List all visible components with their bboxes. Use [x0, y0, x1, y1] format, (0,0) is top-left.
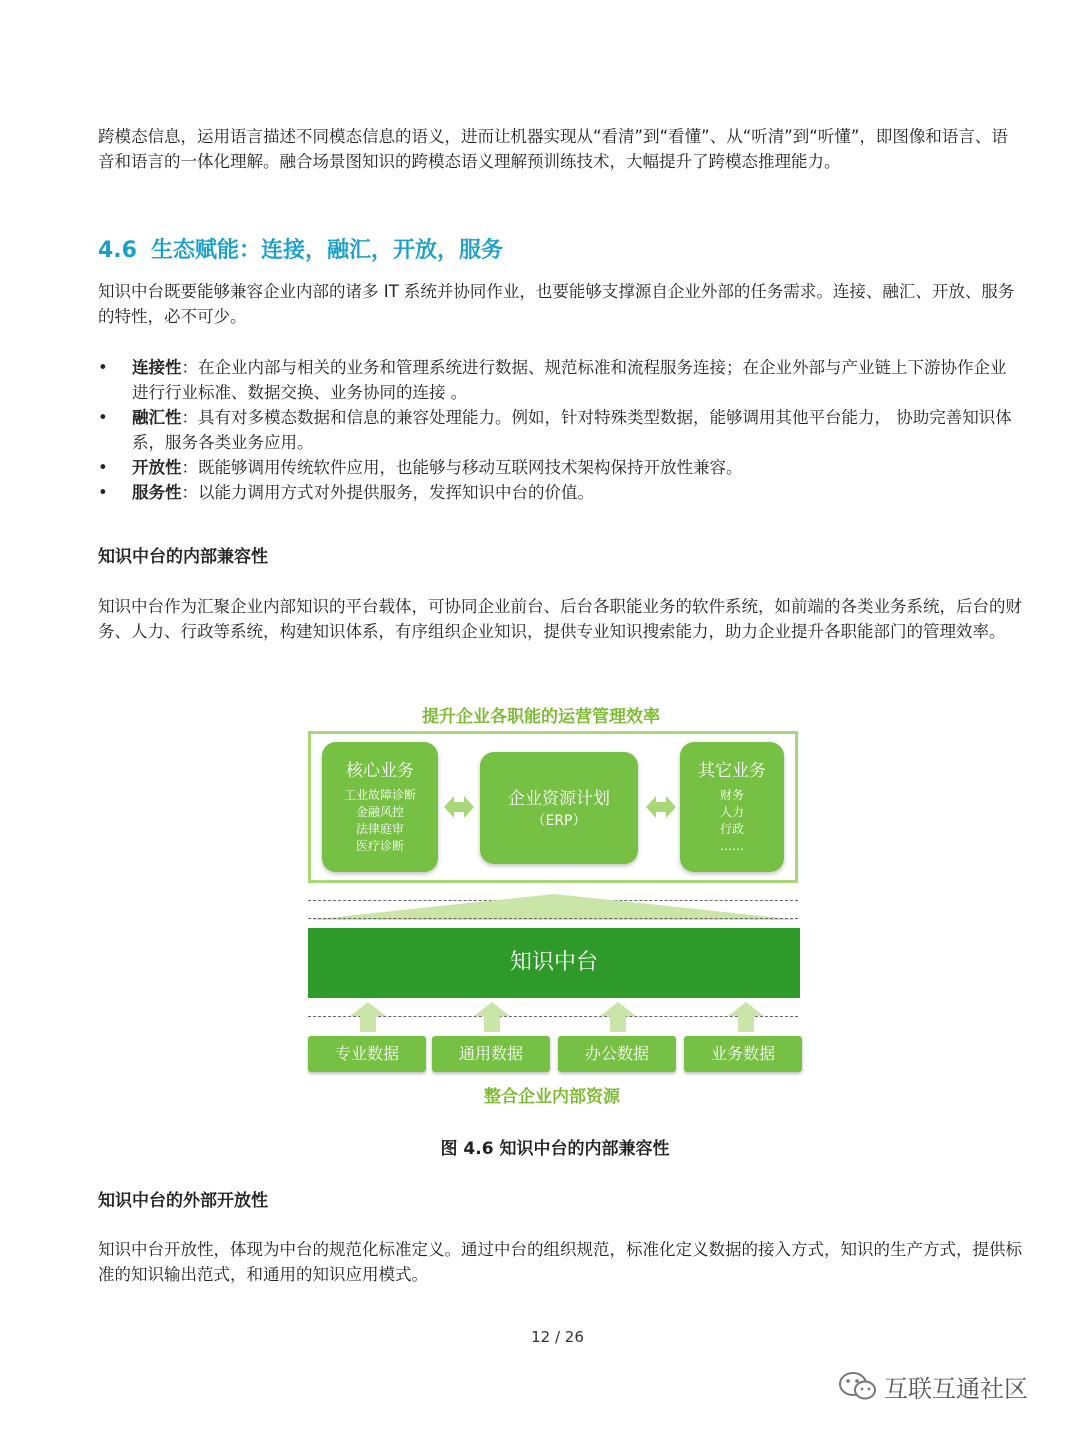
up-arrow-icon	[600, 1002, 636, 1032]
data-box-general: 通用数据	[432, 1036, 550, 1072]
page-number: 12 / 26	[531, 1328, 584, 1346]
knowledge-platform-bar: 知识中台	[308, 928, 800, 998]
list-item: • 服务性：以能力调用方式对外提供服务，发挥知识中台的价值。	[98, 483, 594, 502]
diagram-bottom-label: 整合企业内部资源	[484, 1087, 620, 1107]
figure-caption: 图 4.6 知识中台的内部兼容性	[440, 1139, 670, 1159]
data-box-office: 办公数据	[558, 1036, 676, 1072]
other-business-title: 其它业务	[698, 761, 766, 781]
diagram-top-label: 提升企业各职能的运营管理效率	[422, 707, 660, 727]
list-item: • 连接性：在企业内部与相关的业务和管理系统进行数据、规范标准和流程服务连接；在企业外部与产业链上下游协作企业进行行业标准、数据交换、业务协同的连接 。	[98, 358, 1007, 402]
erp-box	[480, 752, 638, 864]
core-business-title: 核心业务	[346, 761, 414, 781]
section-number: 4.6	[98, 238, 137, 263]
double-arrow-icon	[646, 794, 676, 820]
up-arrow-icon	[350, 1002, 386, 1032]
other-business-box	[680, 742, 784, 872]
data-box-business: 业务数据	[684, 1036, 802, 1072]
support-trapezoid	[308, 894, 800, 920]
list-item: • 开放性：既能够调用传统软件应用，也能够与移动互联网技术架构保持开放性兼容。	[98, 458, 743, 477]
bullet-text: ：以能力调用方式对外提供服务，发挥知识中台的价值。	[181, 483, 594, 502]
internal-subheading: 知识中台的内部兼容性	[98, 547, 268, 567]
core-business-box	[322, 742, 438, 872]
core-business-items: 工业故障诊断 金融风控 法律庭审 医疗诊断	[343, 788, 416, 853]
list-item: • 融汇性：具有对多模态数据和信息的兼容处理能力。例如，针对特殊类型数据，能够调用其他平台能力， 协助完善知识体系，服务各类业务应用。	[98, 408, 1012, 452]
data-box-professional: 专业数据	[308, 1036, 426, 1072]
bullet-term: 服务性	[132, 483, 182, 502]
section-intro-paragraph: 知识中台既要能够兼容企业内部的诸多 IT 系统并协同作业，也要能够支撑源自企业外部的任务需求。连接、融汇、开放、服务的特性，必不可少。	[98, 282, 1015, 326]
watermark-text: 互联互通社区	[884, 1374, 1028, 1403]
bullet-term: 开放性	[132, 458, 182, 477]
feature-list	[98, 355, 1022, 505]
external-subheading: 知识中台的外部开放性	[98, 1191, 268, 1211]
intro-paragraph: 跨模态信息，运用语言描述不同模态信息的语义，进而让机器实现从“看清”到“看懂”、从“听清”到“听懂”，即图像和语言、语音和语言的一体化理解。融合场景图知识的跨模态语义理解预训练技术，大幅提升了跨模态推理能力。	[98, 127, 1008, 171]
bullet-term: 融汇性	[132, 408, 182, 427]
other-business-items: 财务 人力 行政 ……	[719, 788, 744, 853]
double-arrow-icon	[444, 794, 474, 820]
bullet-text: ：在企业内部与相关的业务和管理系统进行数据、规范标准和流程服务连接；在企业外部与产业链上下游协作企业进行行业标准、数据交换、业务协同的连接 。	[132, 358, 1007, 402]
up-arrow-icon	[728, 1002, 764, 1032]
wechat-icon	[838, 1370, 878, 1402]
bullet-term: 连接性	[132, 358, 182, 377]
bullet-text: ：既能够调用传统软件应用，也能够与移动互联网技术架构保持开放性兼容。	[181, 458, 743, 477]
erp-subtitle: （ERP）	[531, 813, 587, 829]
external-paragraph: 知识中台开放性，体现为中台的规范化标准定义。通过中台的组织规范，标准化定义数据的接入方式，知识的生产方式，提供标准的知识输出范式，和通用的知识应用模式。	[98, 1240, 1022, 1284]
section-title: 生态赋能：连接，融汇，开放，服务	[150, 238, 503, 263]
compatibility-diagram	[300, 698, 810, 1108]
watermark	[838, 1366, 1058, 1406]
bullet-text: ：具有对多模态数据和信息的兼容处理能力。例如，针对特殊类型数据，能够调用其他平台能力， 协助完善知识体系，服务各类业务应用。	[132, 408, 1012, 452]
internal-paragraph: 知识中台作为汇聚企业内部知识的平台载体，可协同企业前台、后台各职能业务的软件系统，如前端的各类业务系统，后台的财务、人力、行政等系统，构建知识体系，有序组织企业知识，提供专业知识搜索能力，助力企业提升各职能部门的管理效率。	[98, 597, 1022, 641]
erp-title: 企业资源计划	[508, 789, 610, 809]
dashed-divider	[308, 918, 798, 919]
up-arrow-icon	[474, 1002, 510, 1032]
section-heading	[98, 236, 503, 266]
